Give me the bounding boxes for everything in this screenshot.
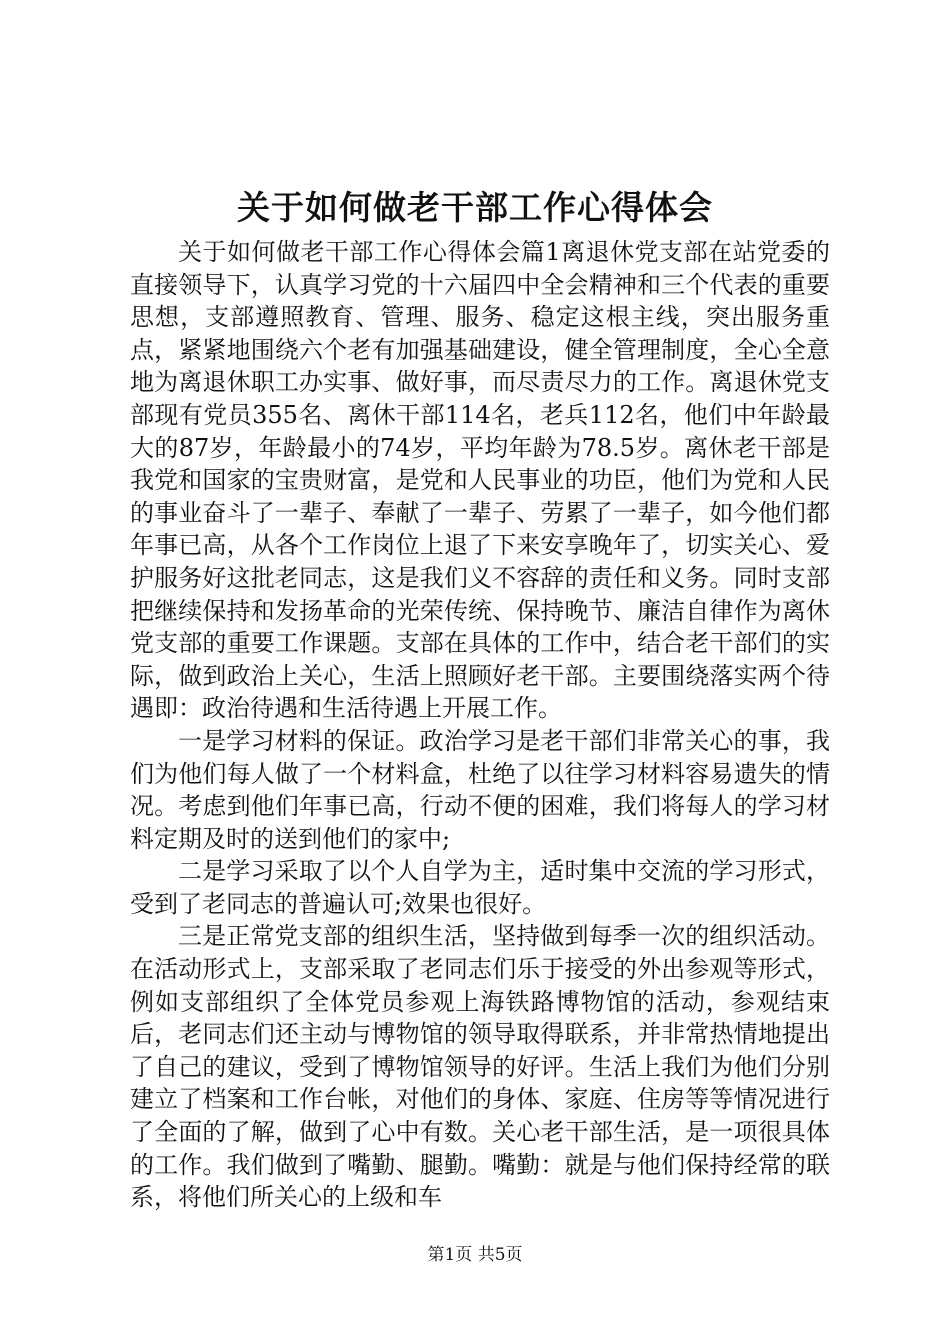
- paragraph: 二是学习采取了以个人自学为主，适时集中交流的学习形式，受到了老同志的普遍认可;效果也很好。: [130, 857, 830, 918]
- paragraph: 三是正常党支部的组织生活，坚持做到每季一次的组织活动。在活动形式上，支部采取了老同志们乐于接受的外出参观等形式，例如支部组织了全体党员参观上海铁路博物馆的活动，参观结束后，老同志们还主动与博物馆的领导取得联系，并非常热情地提出了自己的建议，受到了博物馆领导的好评。生活上我们为他们分别建立了档案和工作台帐，对他们的身体、家庭、住房等等情况进行了全面的了解，做到了心中有数。关心老干部生活，是一项很具体的工作。我们做到了嘴勤、腿勤。嘴勤：就是与他们保持经常的联系，将他们所关心的上级和车: [130, 922, 830, 1212]
- paragraph: 关于如何做老干部工作心得体会篇1离退休党支部在站党委的直接领导下，认真学习党的十六届四中全会精神和三个代表的重要思想，支部遵照教育、管理、服务、稳定这根主线，突出服务重点，紧紧地围绕六个老有加强基础建设，健全管理制度，全心全意地为离退休职工办实事、做好事，而尽责尽力的工作。离退休党支部现有党员355名、离休干部114名，老兵112名，他们中年龄最大的87岁，年龄最小的74岁，平均年龄为78.5岁。离休老干部是我党和国家的宝贵财富，是党和人民事业的功臣，他们为党和人民的事业奋斗了一辈子、奉献了一辈子、劳累了一辈子，如今他们都年事已高，从各个工作岗位上退了下来安享晚年了，切实关心、爱护服务好这批老同志，这是我们义不容辞的责任和义务。同时支部把继续保持和发扬革命的光荣传统、保持晚节、廉洁自律作为离休党支部的重要工作课题。支部在具体的工作中，结合老干部们的实际，做到政治上关心，生活上照顾好老干部。主要围绕落实两个待遇即：政治待遇和生活待遇上开展工作。: [130, 238, 830, 723]
- page-footer: 第1页 共5页: [427, 1245, 523, 1265]
- document-title: 关于如何做老干部工作心得体会: [237, 188, 713, 227]
- paragraph: 一是学习材料的保证。政治学习是老干部们非常关心的事，我们为他们每人做了一个材料盒，杜绝了以往学习材料容易遗失的情况。考虑到他们年事已高，行动不便的困难，我们将每人的学习材料定期及时的送到他们的家中;: [130, 726, 830, 853]
- document-body: [130, 236, 830, 1214]
